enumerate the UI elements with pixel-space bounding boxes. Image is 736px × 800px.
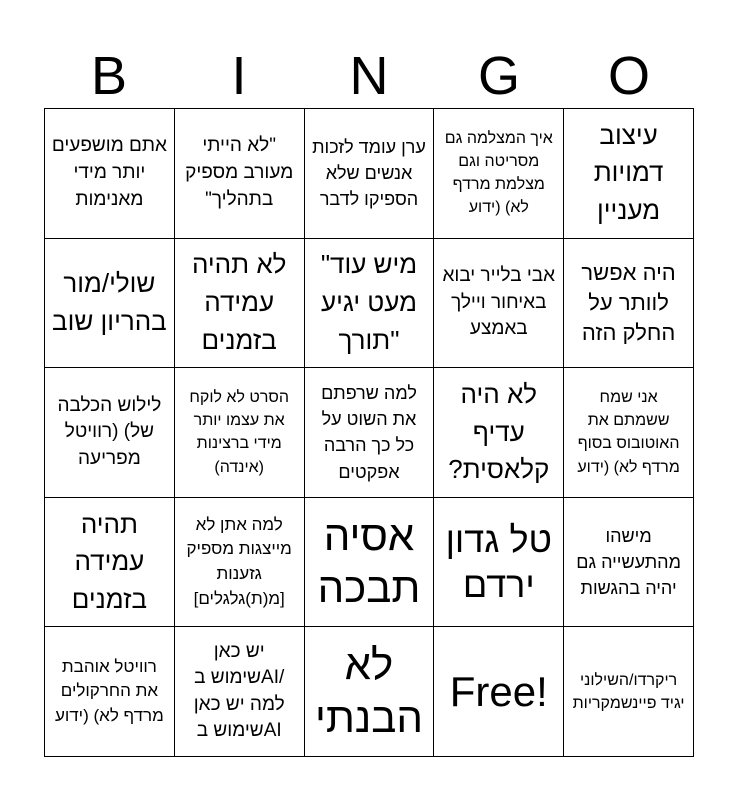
bingo-cell[interactable]: עיצוב דמויות מעניין bbox=[564, 109, 694, 239]
bingo-cell[interactable]: ריקרדו/השילוני יגיד פיינשמקריות bbox=[564, 627, 694, 757]
bingo-cell[interactable]: לילוש הכלבה של) (רוויטל מפריעה bbox=[45, 368, 175, 498]
header-letter-b: B bbox=[90, 46, 128, 106]
bingo-cell[interactable]: למה אתן לא מייצגות מספיק גזענות [מ(ת)גלגלים] bbox=[175, 498, 305, 628]
bingo-cell[interactable]: היה אפשר לוותר על החלק הזה bbox=[564, 239, 694, 369]
bingo-cell[interactable]: מישהו מהתעשייה גם יהיה בהגשות bbox=[564, 498, 694, 628]
header-letter-g: G bbox=[477, 46, 520, 106]
bingo-cell[interactable]: לא תהיה עמידה בזמנים bbox=[175, 239, 305, 369]
bingo-cell[interactable]: אבי בלייר יבוא באיחור ויילך באמצע bbox=[434, 239, 564, 369]
bingo-cell[interactable]: לא היה עדיף קלאסית? bbox=[434, 368, 564, 498]
bingo-cell[interactable]: שולי/מור בהריון שוב bbox=[45, 239, 175, 369]
bingo-board bbox=[44, 108, 694, 757]
bingo-cell[interactable]: הסרט לא לוקח את עצמו יותר מידי ברצינות (אינדה) bbox=[175, 368, 305, 498]
header-letter-o: O bbox=[607, 46, 650, 106]
bingo-cell[interactable]: תהיה עמידה בזמנים bbox=[45, 498, 175, 628]
bingo-cell[interactable]: איך המצלמה גם מסריטה וגם מצלמת מרדף לא) (ידוע bbox=[434, 109, 564, 239]
header-letter-n: N bbox=[349, 46, 389, 106]
bingo-cell[interactable]: אתם מושפעים יותר מידי מאנימות bbox=[45, 109, 175, 239]
bingo-cell[interactable]: לא הבנתי bbox=[305, 627, 435, 757]
bingo-cell[interactable]: מיש עוד" מעט יגיע "תורך bbox=[305, 239, 435, 369]
bingo-cell[interactable]: "לא הייתי מעורב מספיק בתהליך" bbox=[175, 109, 305, 239]
bingo-cell[interactable]: אסיה תבכה bbox=[305, 498, 435, 628]
bingo-cell[interactable]: יש כאן /AIשימוש ב למה יש כאן AIשימוש ב bbox=[175, 627, 305, 757]
bingo-header bbox=[44, 46, 694, 106]
bingo-cell[interactable]: טל גדון ירדם bbox=[434, 498, 564, 628]
bingo-cell[interactable]: למה שרפתם את השוט על כל כך הרבה אפקטים bbox=[305, 368, 435, 498]
header-letter-i: I bbox=[231, 46, 247, 106]
free-space-cell[interactable]: Free! bbox=[434, 627, 564, 757]
bingo-cell[interactable]: רוויטל אוהבת את החרקולים מרדף לא) (ידוע bbox=[45, 627, 175, 757]
bingo-cell[interactable]: אני שמח ששמתם את האוטובוס בסוף מרדף לא) (ידוע bbox=[564, 368, 694, 498]
bingo-cell[interactable]: ערן עומד לזכות אנשים שלא הספיקו לדבר bbox=[305, 109, 435, 239]
